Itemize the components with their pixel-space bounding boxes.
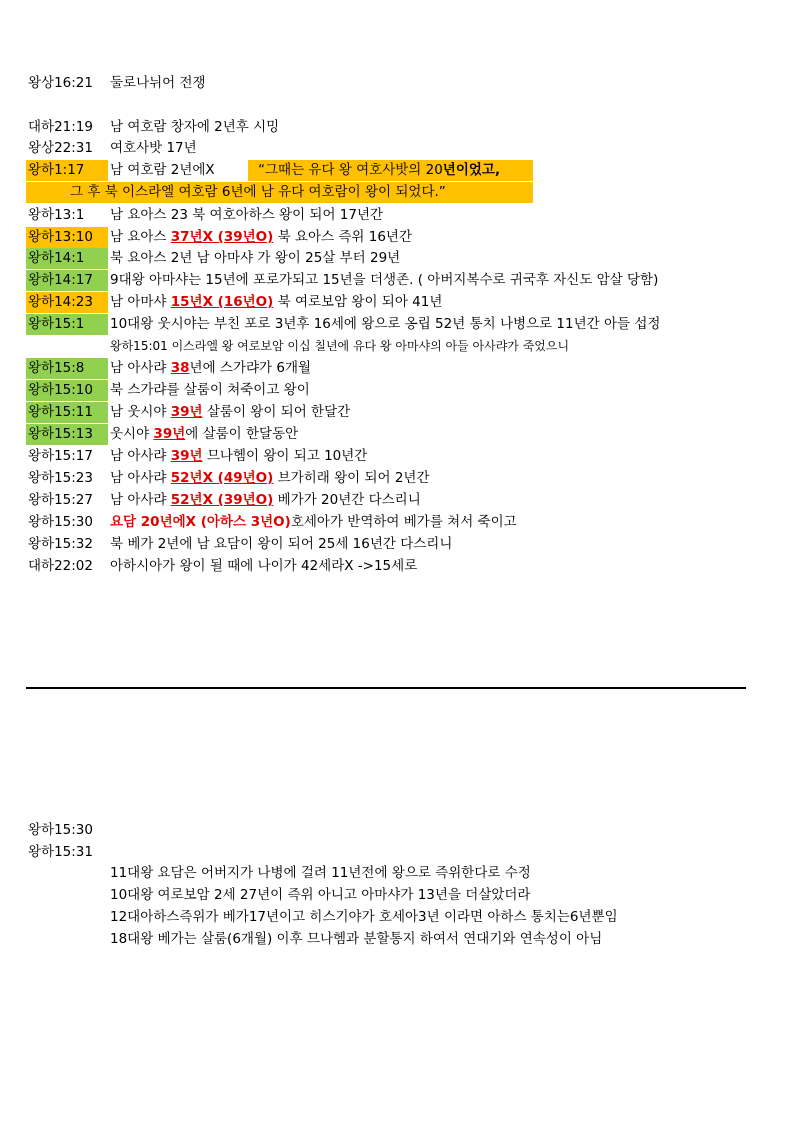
verse-ref: 왕하15:11 <box>26 402 108 423</box>
verse-ref: 왕하15:17 <box>28 448 93 464</box>
entry-text: 남 웃시야 39년 살룸이 왕이 되어 한달간 <box>110 404 351 420</box>
note-line: 12대아하스즉위가 베가17년이고 히스기야가 호세아3년 이라면 아하스 통치는6년뿐임 <box>110 909 618 925</box>
note-line: 10대왕 여로보암 2세 27년이 즉위 아니고 아마샤가 13년을 더살았더라 <box>110 887 531 903</box>
entry-subnote: 왕하15:01 이스라엘 왕 여로보암 이십 칠년에 유다 왕 아마샤의 아들 아사랴가 죽었으니 <box>110 339 570 353</box>
verse-ref: 왕하15:30 <box>28 514 93 530</box>
entry-text: 남 아사랴 52년X (49년O) 브가히래 왕이 되어 2년간 <box>110 470 430 486</box>
verse-ref: 왕하15:31 <box>28 844 93 860</box>
entry-text: 9대왕 아마샤는 15년에 포로가되고 15년을 더생존. ( 아버지복수로 귀국후 자신도 암살 당함) <box>110 272 659 288</box>
section-divider <box>26 687 746 689</box>
verse-ref: 왕하15:30 <box>28 822 93 838</box>
verse-ref: 왕하13:10 <box>26 227 108 248</box>
verse-ref: 왕하15:27 <box>28 492 93 508</box>
entry-text: 요담 20년에X (아하스 3년O)호세아가 반역하여 베가를 쳐서 죽이고 <box>110 514 517 530</box>
entry-row-highlighted <box>26 160 533 181</box>
verse-ref: 왕하14:17 <box>26 270 108 291</box>
entry-text: 북 스가랴를 살룸이 쳐죽이고 왕이 <box>110 382 310 398</box>
verse-ref: 왕하15:13 <box>26 424 108 445</box>
verse-ref: 왕하15:10 <box>26 380 108 401</box>
quote-band <box>26 182 533 203</box>
verse-ref: 왕상16:21 <box>28 75 93 91</box>
entry-text: 여호사밧 17년 <box>110 140 197 156</box>
entry-text: 남 아사랴 38년에 스가랴가 6개월 <box>110 360 312 376</box>
entry-text: 남 요아스 37년X (39년O) 북 요아스 즉위 16년간 <box>110 229 413 245</box>
entry-text: 남 아마샤 15년X (16년O) 북 여로보암 왕이 되아 41년 <box>110 294 443 310</box>
entry-text: 북 요아스 2년 남 아마샤 가 왕이 25살 부터 29년 <box>110 250 401 266</box>
verse-ref: 대하22:02 <box>28 558 93 574</box>
verse-ref: 왕하13:1 <box>28 207 85 223</box>
entry-text: 둘로나뉘어 전쟁 <box>110 75 206 91</box>
verse-ref: 대하21:19 <box>28 119 93 135</box>
verse-ref: 왕하1:17 <box>26 160 108 181</box>
entry-text: 북 베가 2년에 남 요담이 왕이 되어 25세 16년간 다스리니 <box>110 536 453 552</box>
entry-text: 남 요아스 23 북 여호아하스 왕이 되어 17년간 <box>110 207 384 223</box>
entry-text: 10대왕 웃시야는 부친 포로 3년후 16세에 왕으로 옹립 52년 통치 나병으로 11년간 아들 섭정 <box>110 316 661 332</box>
verse-ref: 왕하15:23 <box>28 470 93 486</box>
verse-ref: 왕하14:1 <box>26 248 108 269</box>
entry-text: 남 여호람 창자에 2년후 시밍 <box>110 119 280 135</box>
entry-text: 남 아사랴 52년X (39년O) 베가가 20년간 다스리니 <box>110 492 421 508</box>
note-line: 11대왕 요담은 어버지가 나병에 걸려 11년전에 왕으로 즉위한다로 수정 <box>110 865 531 881</box>
entry-text: 아하시아가 왕이 될 때에 나이가 42세라X ->15세로 <box>110 558 418 574</box>
note-line: 18대왕 베가는 살룸(6개월) 이후 므나헴과 분할통지 하여서 연대기와 연속성이 아님 <box>110 931 603 947</box>
quote-line2: 그 후 북 이스라엘 여호람 6년에 남 유다 여호람이 왕이 되었다.” <box>70 184 446 200</box>
verse-ref: 왕하15:32 <box>28 536 93 552</box>
verse-ref: 왕하14:23 <box>26 292 108 313</box>
entry-text: 남 아사랴 39년 므나헴이 왕이 되고 10년간 <box>110 448 368 464</box>
quote-text: “그때는 유다 왕 여호사밧의 20년이었고, <box>258 162 501 178</box>
verse-ref: 왕상22:31 <box>28 140 93 156</box>
entry-text: 남 여호람 2년에X <box>110 162 215 178</box>
verse-ref: 왕하15:1 <box>26 314 108 335</box>
verse-ref: 왕하15:8 <box>26 358 108 379</box>
entry-text: 웃시야 39년에 살룸이 한달동안 <box>110 426 299 442</box>
